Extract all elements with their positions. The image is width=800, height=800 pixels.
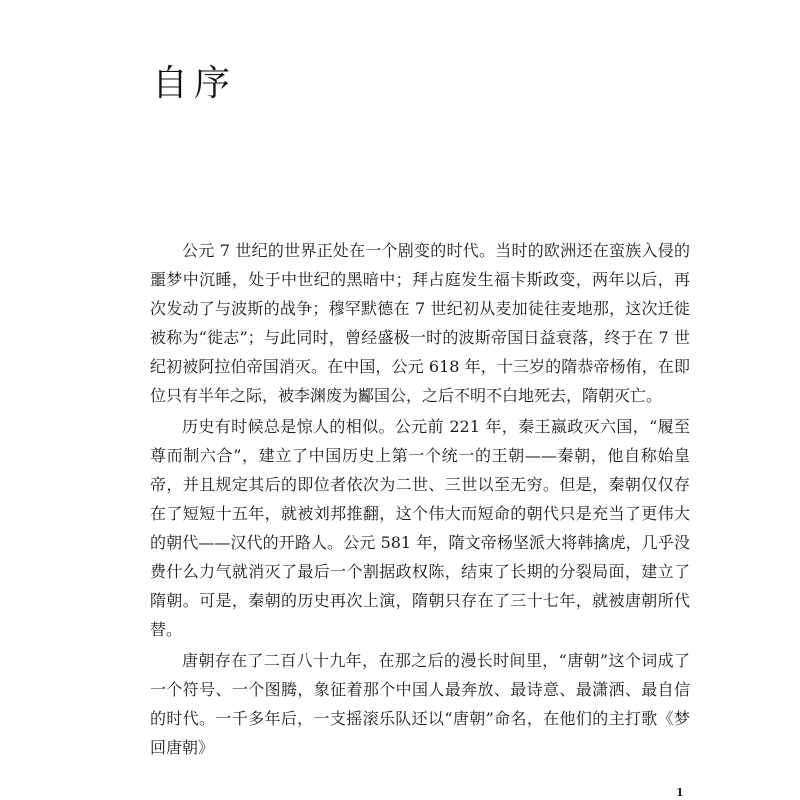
paragraph-2: 历史有时候总是惊人的相似。公元前 221 年，秦王嬴政灭六国，“履至尊而制六合”，建立了中国历史上第一个统一的王朝——秦朝，他自称始皇帝，并且规定其后的即位者依次为二世、三世以至无穷。但是，秦朝仅仅存在了短短十五年，就被刘邦推翻，这个伟大而短命的朝代只是充当了更伟大的朝代——汉代的开路人。公元 581 年，隋文帝杨坚派大将韩擒虎，几乎没费什么力气就消灭了最后一个割据政权陈，结束了长期的分裂局面，建立了隋朝。可是，秦朝的历史再次上演，隋朝只存在了三十七年，就被唐朝所代替。 <box>150 417 690 639</box>
paragraph-1: 公元 7 世纪的世界正处在一个剧变的时代。当时的欧洲还在蛮族入侵的噩梦中沉睡，处于中世纪的黑暗中；拜占庭发生福卡斯政变，两年以后，再次发动了与波斯的战争；穆罕默德在 7 世纪初从麦加徒往麦地那，这次迁徙被称为“徙志”；与此同时，曾经盛极一时的波斯帝国日益衰落，终于在 7 世纪初被阿拉伯帝国消灭。在中国，公元 618 年，十三岁的隋恭帝杨侑，在即位只有半年之际，被李渊废为酅国公，之后不明不白地死去，隋朝灭亡。 <box>150 241 690 405</box>
page-number: 1 <box>676 786 684 799</box>
body-text <box>150 236 690 764</box>
paragraph-3: 唐朝存在了二百八十九年，在那之后的漫长时间里，“唐朝”这个词成了一个符号、一个图腾，象征着那个中国人最奔放、最诗意、最潇洒、最自信的时代。一千多年后，一支摇滚乐队还以“唐朝”命名，在他们的主打歌《梦回唐朝》 <box>150 651 690 757</box>
chapter-title: 自序 <box>152 63 237 104</box>
